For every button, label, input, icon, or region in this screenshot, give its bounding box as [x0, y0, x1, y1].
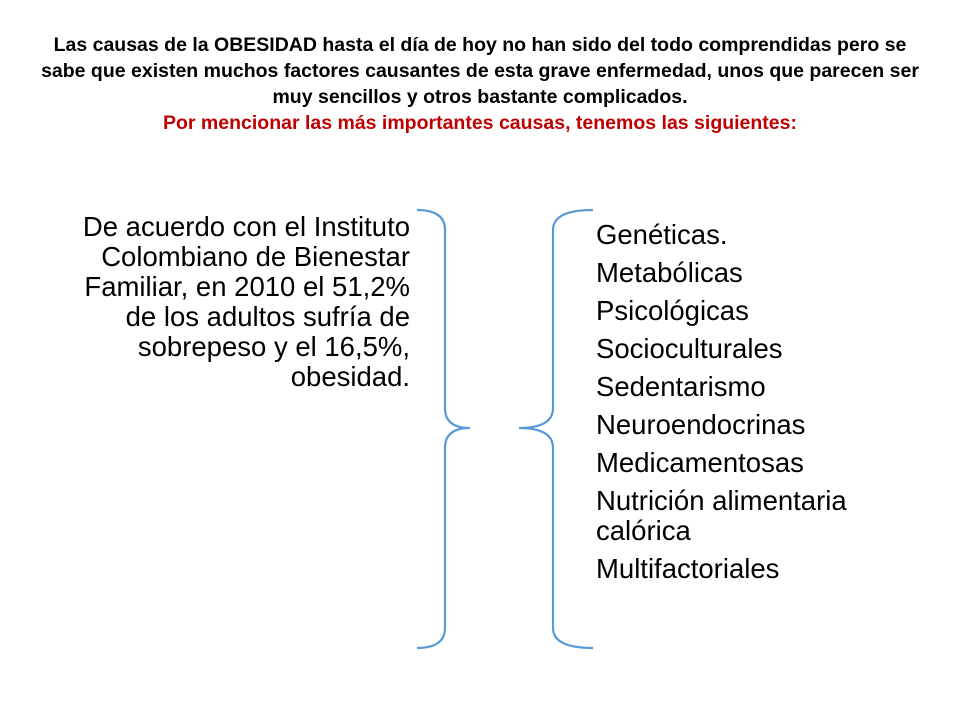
list-item: Genéticas. — [596, 219, 728, 250]
list-item: Socioculturales — [596, 333, 783, 364]
causes-list — [596, 220, 936, 592]
list-item: Psicológicas — [596, 295, 749, 326]
list-item: Medicamentosas — [596, 447, 804, 478]
statistic-text: De acuerdo con el Instituto Colombiano de Bienestar Familiar, en 2010 el 51,2% de los adultos sufría de sobrepeso y el 16,5%, obesidad. — [82, 211, 410, 392]
title-intro: Las causas de la OBESIDAD hasta el día de hoy no han sido del todo comprendidas pero se sabe que existen muchos factores causantes de esta grave enfermedad, unos que parecen ser muy sencillos y otros bastante complicados. — [41, 34, 919, 108]
list-item: Metabólicas — [596, 257, 743, 288]
right-curly-brace — [415, 208, 475, 650]
list-item: Multifactoriales — [596, 553, 780, 584]
slide-title — [40, 32, 920, 136]
title-highlight: Por mencionar las más importantes causas, tenemos las siguientes: — [163, 112, 797, 134]
left-curly-brace — [515, 208, 595, 650]
list-item: Sedentarismo — [596, 371, 766, 402]
list-item: Neuroendocrinas — [596, 409, 806, 440]
list-item: Nutrición alimentaria calórica — [596, 485, 847, 546]
